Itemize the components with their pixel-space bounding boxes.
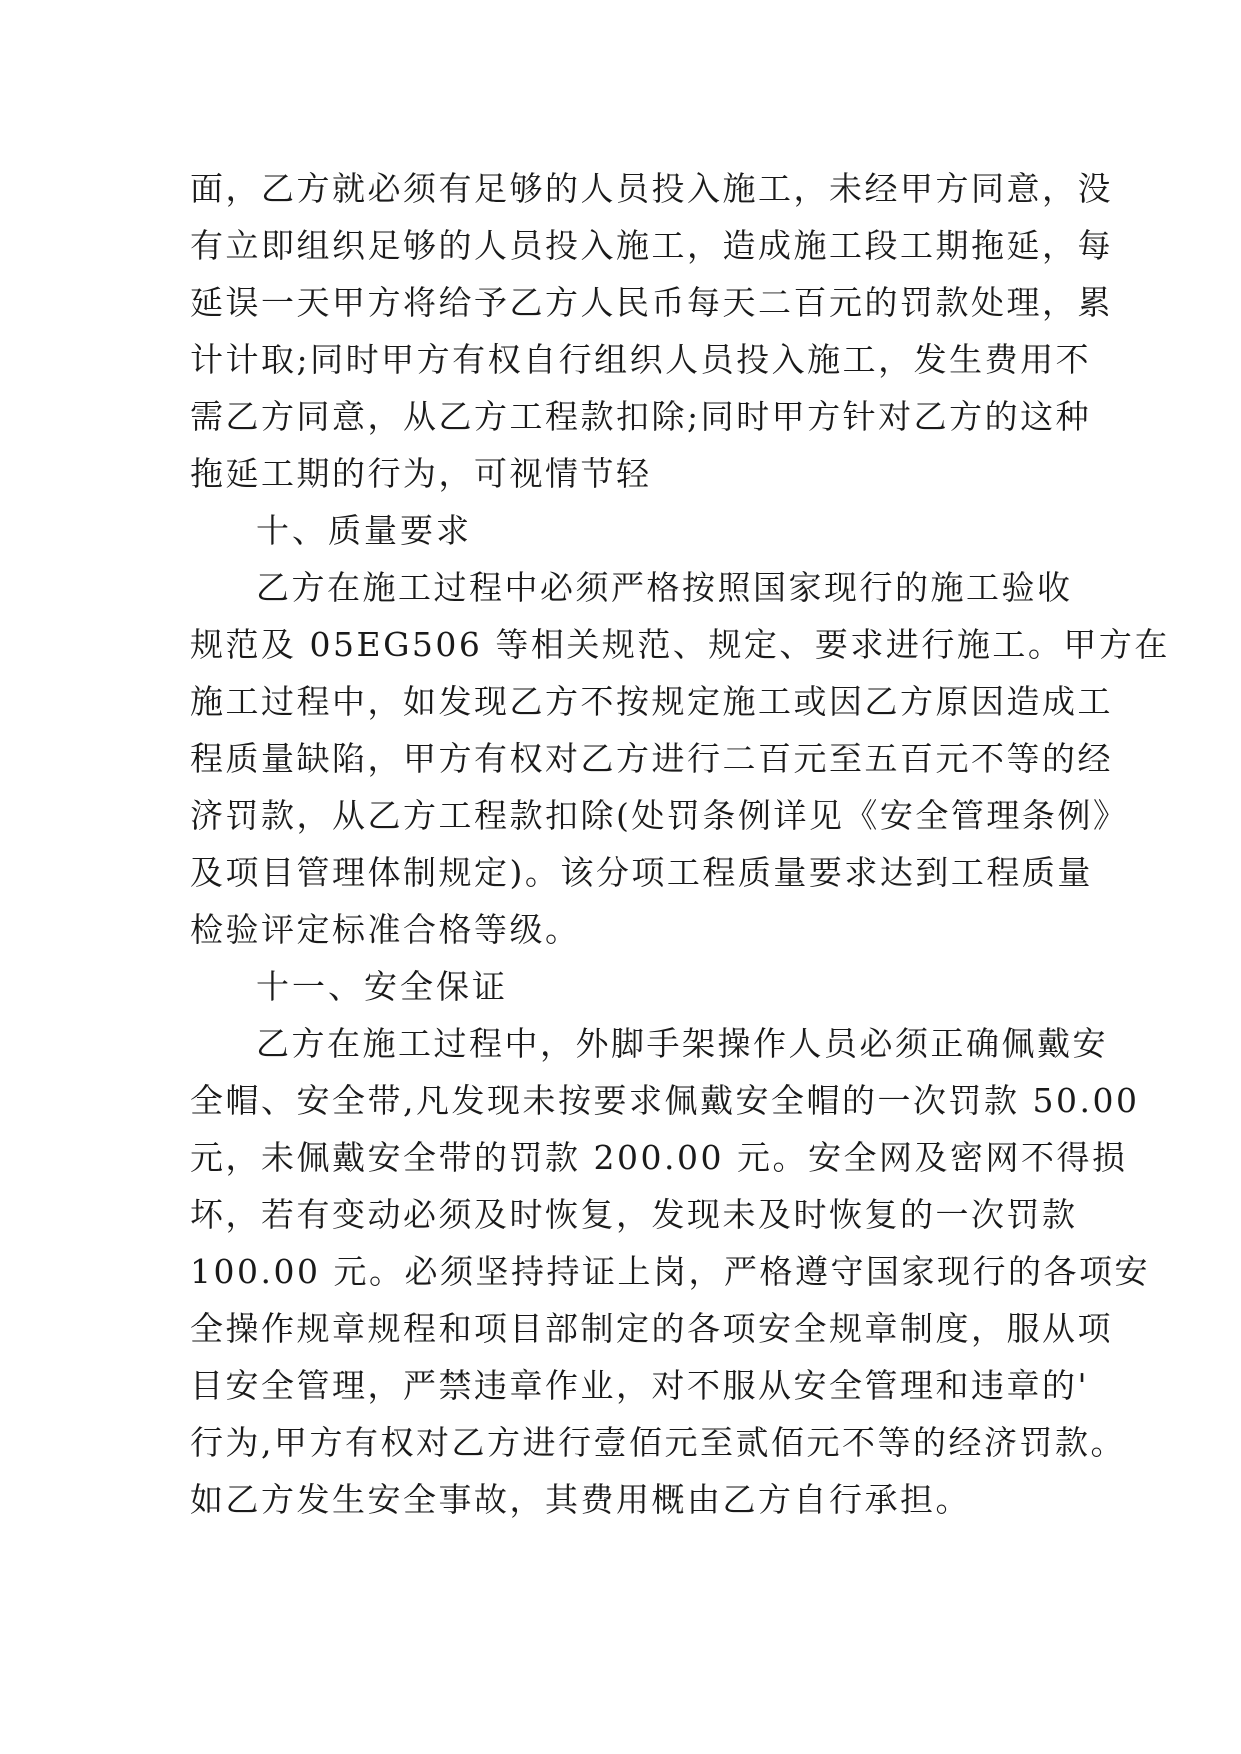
paragraph-line: 坏，若有变动必须及时恢复，发现未及时恢复的一次罚款 <box>190 1195 1078 1234</box>
paragraph-line: 乙方在施工过程中，外脚手架操作人员必须正确佩戴安 <box>256 1024 1108 1063</box>
section-heading-quality: 十、质量要求 <box>256 511 472 550</box>
paragraph-line: 规范及 05EG506 等相关规范、规定、要求进行施工。甲方在 <box>190 625 1170 664</box>
paragraph-line: 如乙方发生安全事故，其费用概由乙方自行承担。 <box>190 1480 971 1519</box>
paragraph-line: 施工过程中，如发现乙方不按规定施工或因乙方原因造成工 <box>190 682 1113 721</box>
paragraph-line: 100.00 元。必须坚持持证上岗，严格遵守国家现行的各项安 <box>190 1252 1150 1291</box>
paragraph-line: 计计取;同时甲方有权自行组织人员投入施工，发生费用不 <box>190 340 1092 379</box>
paragraph-line: 济罚款，从乙方工程款扣除(处罚条例详见《安全管理条例》 <box>190 796 1129 835</box>
paragraph-line: 需乙方同意，从乙方工程款扣除;同时甲方针对乙方的这种 <box>190 397 1092 436</box>
paragraph-line: 目安全管理，严禁违章作业，对不服从安全管理和违章的' <box>190 1366 1090 1405</box>
section-heading-safety: 十一、安全保证 <box>256 967 508 1006</box>
paragraph-line: 程质量缺陷，甲方有权对乙方进行二百元至五百元不等的经 <box>190 739 1113 778</box>
paragraph-line: 延误一天甲方将给予乙方人民币每天二百元的罚款处理，累 <box>190 283 1113 322</box>
paragraph-line: 拖延工期的行为，可视情节轻 <box>190 454 652 493</box>
paragraph-line: 全操作规章规程和项目部制定的各项安全规章制度，服从项 <box>190 1309 1113 1348</box>
paragraph-line: 乙方在施工过程中必须严格按照国家现行的施工验收 <box>256 568 1073 607</box>
paragraph-line: 检验评定标准合格等级。 <box>190 910 581 949</box>
paragraph-line: 及项目管理体制规定)。该分项工程质量要求达到工程质量 <box>190 853 1093 892</box>
paragraph-line: 全帽、安全带,凡发现未按要求佩戴安全帽的一次罚款 50.00 <box>190 1081 1140 1120</box>
paragraph-line: 行为,甲方有权对乙方进行壹佰元至贰佰元不等的经济罚款。 <box>190 1423 1126 1462</box>
paragraph-line: 元，未佩戴安全带的罚款 200.00 元。安全网及密网不得损 <box>190 1138 1128 1177</box>
paragraph-line: 有立即组织足够的人员投入施工，造成施工段工期拖延，每 <box>190 226 1113 265</box>
paragraph-line: 面，乙方就必须有足够的人员投入施工，未经甲方同意，没 <box>190 169 1113 208</box>
